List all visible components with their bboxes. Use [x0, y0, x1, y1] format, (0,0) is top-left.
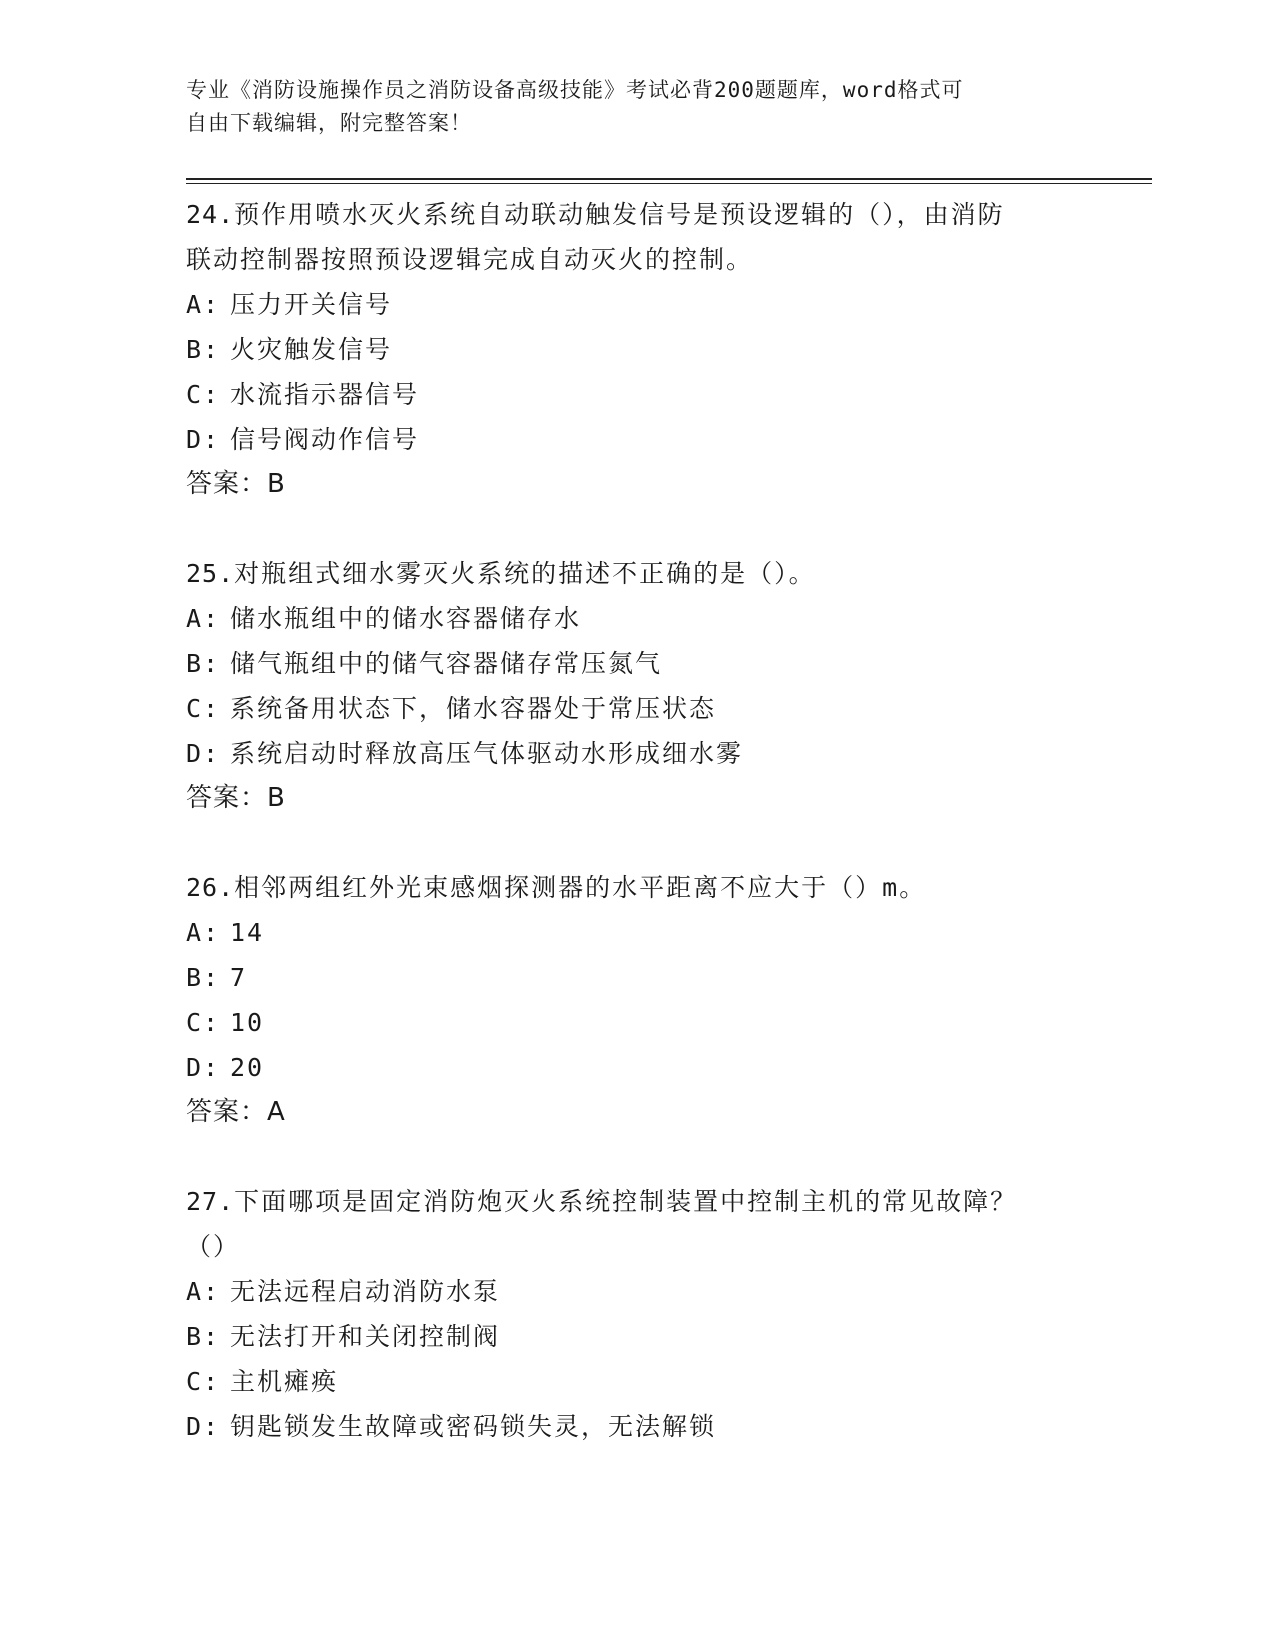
option-text: 14: [230, 918, 265, 947]
option-a: [186, 910, 1086, 955]
question-26: [186, 865, 1086, 1135]
option-label: A:: [186, 290, 221, 319]
option-d: [186, 1045, 1086, 1090]
option-text: 20: [230, 1053, 265, 1082]
question-text: [186, 865, 1086, 910]
option-c: [186, 686, 1086, 731]
option-text: 钥匙锁发生故障或密码锁失灵，无法解锁: [230, 1412, 717, 1441]
option-label: B:: [186, 1322, 221, 1351]
option-d: [186, 417, 1086, 462]
option-c: [186, 1000, 1086, 1045]
option-label: A:: [186, 604, 221, 633]
question-number: 25.: [186, 559, 235, 588]
question-text-line-1: 下面哪项是固定消防炮灭火系统控制装置中控制主机的常见故障？: [234, 1187, 1018, 1216]
option-label: D:: [186, 1053, 221, 1082]
question-list: [186, 192, 1086, 1493]
option-label: C:: [186, 1008, 221, 1037]
option-a: [186, 596, 1086, 641]
option-c: [186, 372, 1086, 417]
header-divider-thin: [186, 183, 1152, 184]
answer: 答案：B: [186, 469, 286, 499]
option-text: 系统启动时释放高压气体驱动水形成细水雾: [230, 739, 744, 768]
option-text: 主机瘫痪: [230, 1367, 339, 1396]
option-label: A:: [186, 1277, 221, 1306]
option-text: 储气瓶组中的储气容器储存常压氮气: [230, 649, 663, 678]
question-text: [186, 1179, 1086, 1224]
option-text: 系统备用状态下，储水容器处于常压状态: [230, 694, 717, 723]
question-text-line-1: 相邻两组红外光束感烟探测器的水平距离不应大于（）m。: [234, 873, 927, 902]
question-text-line-1: 预作用喷水灭火系统自动联动触发信号是预设逻辑的（），由消防: [234, 200, 1005, 229]
answer: 答案：B: [186, 783, 286, 813]
question-27: [186, 1179, 1086, 1449]
answer: 答案：A: [186, 1097, 286, 1127]
option-text: 无法远程启动消防水泵: [230, 1277, 501, 1306]
option-label: C:: [186, 1367, 221, 1396]
option-b: [186, 327, 1086, 372]
option-label: A:: [186, 918, 221, 947]
option-label: C:: [186, 694, 221, 723]
option-d: [186, 731, 1086, 776]
option-b: [186, 955, 1086, 1000]
option-text: 储水瓶组中的储水容器储存水: [230, 604, 582, 633]
question-24: [186, 192, 1086, 507]
question-text: [186, 551, 1086, 596]
question-number: 26.: [186, 873, 235, 902]
question-number: 24.: [186, 200, 235, 229]
option-b: [186, 641, 1086, 686]
option-label: B:: [186, 963, 221, 992]
option-label: D:: [186, 1412, 221, 1441]
option-c: [186, 1359, 1086, 1404]
option-text: 信号阀动作信号: [230, 425, 420, 454]
header-divider-thick: [186, 178, 1152, 180]
option-a: [186, 282, 1086, 327]
option-text: 无法打开和关闭控制阀: [230, 1322, 501, 1351]
question-number: 27.: [186, 1187, 235, 1216]
option-label: B:: [186, 649, 221, 678]
header-line-1: 专业《消防设施操作员之消防设备高级技能》考试必背200题题库，word格式可: [186, 78, 964, 102]
option-b: [186, 1314, 1086, 1359]
option-text: 10: [230, 1008, 265, 1037]
option-a: [186, 1269, 1086, 1314]
option-text: 7: [230, 963, 248, 992]
option-text: 火灾触发信号: [230, 335, 393, 364]
option-d: [186, 1404, 1086, 1449]
question-text-line-2: （）: [186, 1232, 241, 1261]
question-text-line-2: 联动控制器按照预设逻辑完成自动灭火的控制。: [186, 245, 754, 274]
option-label: C:: [186, 380, 221, 409]
question-text-line-1: 对瓶组式细水雾灭火系统的描述不正确的是（）。: [234, 559, 816, 588]
header-line-2: 自由下载编辑，附完整答案！: [186, 111, 472, 135]
option-label: D:: [186, 739, 221, 768]
question-25: [186, 551, 1086, 821]
document-header: [186, 74, 1066, 140]
option-label: D:: [186, 425, 221, 454]
option-text: 水流指示器信号: [230, 380, 420, 409]
option-label: B:: [186, 335, 221, 364]
option-text: 压力开关信号: [230, 290, 393, 319]
question-text: [186, 192, 1086, 237]
